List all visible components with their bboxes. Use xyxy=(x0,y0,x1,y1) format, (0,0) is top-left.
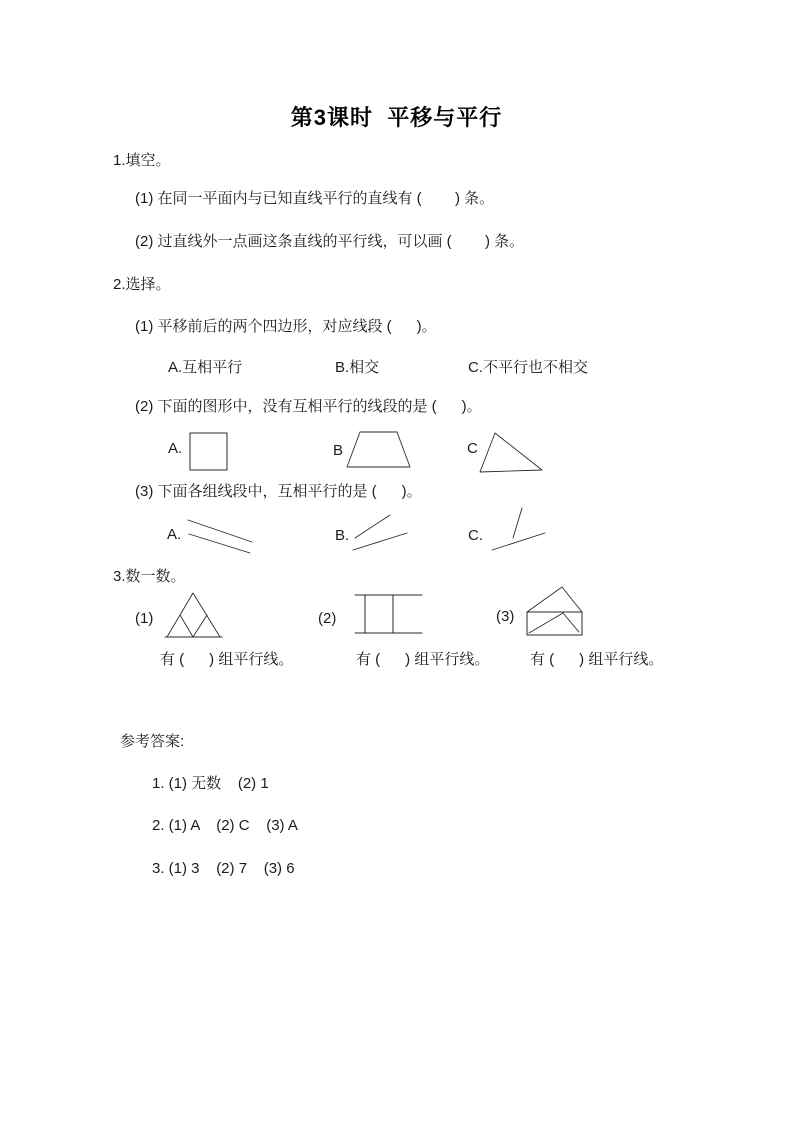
q2-item2-label-c: C xyxy=(467,440,478,457)
q2-item-2: (2) 下面的图形中，没有互相平行的线段的是 ( )。 xyxy=(135,398,482,415)
q3-count-label-2: 有 ( ) 组平行线。 xyxy=(356,651,490,668)
rails-crossbars-figure xyxy=(355,595,422,633)
q2-item2-label-b: B xyxy=(333,442,344,459)
q3-count-label-1: 有 ( ) 组平行线。 xyxy=(160,651,294,668)
triangle-midlines-figure xyxy=(165,593,222,637)
answers-heading: 参考答案: xyxy=(120,733,185,750)
q2-item1-option-a: A.互相平行 xyxy=(168,359,243,376)
q2-item1-option-b: B.相交 xyxy=(335,359,380,376)
rectangle-roof-figure xyxy=(527,587,582,635)
q3-count-label-3: 有 ( ) 组平行线。 xyxy=(530,651,664,668)
q1-heading: 1.填空。 xyxy=(113,152,171,169)
q2-item3-label-c: C. xyxy=(468,527,483,544)
q2-heading: 2.选择。 xyxy=(113,276,171,293)
converging-segments-figure xyxy=(353,515,407,550)
q2-item3-label-a: A. xyxy=(167,526,182,543)
answers-line-2: 2. (1) A (2) C (3) A xyxy=(152,817,298,834)
answers-line-3: 3. (1) 3 (2) 7 (3) 6 xyxy=(152,860,295,877)
q2-item-1: (1) 平移前后的两个四边形，对应线段 ( )。 xyxy=(135,318,437,335)
q2-item3-label-b: B. xyxy=(335,527,350,544)
q2-item2-label-a: A. xyxy=(168,440,183,457)
square-figure xyxy=(190,433,227,470)
q2-item1-option-c: C.不平行也不相交 xyxy=(468,359,589,376)
q3-fig-label-2: (2) xyxy=(318,610,337,627)
q3-fig-label-1: (1) xyxy=(135,610,154,627)
answers-line-1: 1. (1) 无数 (2) 1 xyxy=(152,775,269,792)
triangle-figure xyxy=(480,433,542,472)
q3-fig-label-3: (3) xyxy=(496,608,515,625)
page-title: 第3课时 平移与平行 xyxy=(290,105,503,130)
parallel-segments-figure xyxy=(188,520,252,553)
q1-item-1: (1) 在同一平面内与已知直线平行的直线有 ( ) 条。 xyxy=(135,190,495,207)
q3-heading: 3.数一数。 xyxy=(113,568,186,585)
q1-item-2: (2) 过直线外一点画这条直线的平行线，可以画 ( ) 条。 xyxy=(135,233,525,250)
trapezoid-figure xyxy=(347,432,410,467)
q2-item-3: (3) 下面各组线段中，互相平行的是 ( )。 xyxy=(135,483,422,500)
meeting-segments-figure xyxy=(492,508,545,550)
